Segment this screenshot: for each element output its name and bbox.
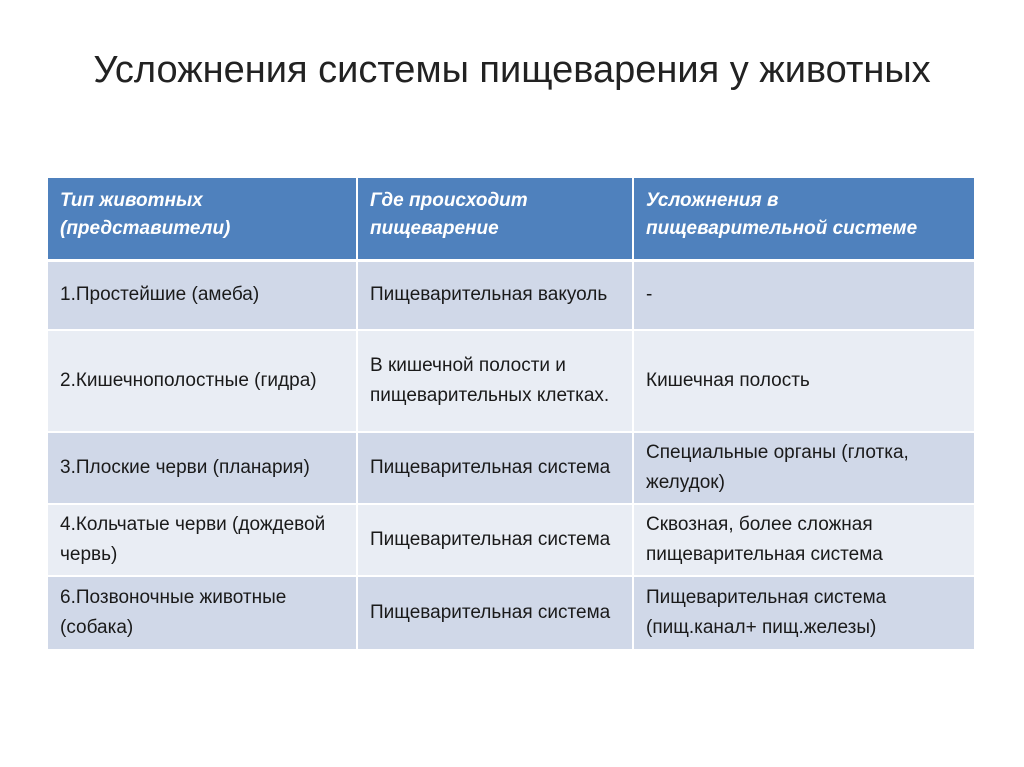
cell-complications: Специальные органы (глотка, желудок) — [633, 432, 974, 504]
table-row — [48, 504, 974, 576]
cell-digestion-place: Пищеварительная система — [357, 576, 633, 649]
header-complications: Усложнения в пищеварительной системе — [633, 178, 974, 260]
cell-complications: Сквозная, более сложная пищеварительная система — [633, 504, 974, 576]
cell-animal-type: 2.Кишечнополостные (гидра) — [48, 330, 357, 432]
cell-animal-type: 3.Плоские черви (планария) — [48, 432, 357, 504]
table-row — [48, 260, 974, 330]
cell-complications: Пищеварительная система (пищ.канал+ пищ.железы) — [633, 576, 974, 649]
table-row — [48, 330, 974, 432]
slide-title: Усложнения системы пищеварения у животных — [93, 49, 931, 91]
digestion-table — [48, 178, 974, 649]
cell-complications: Кишечная полость — [633, 330, 974, 432]
table-row — [48, 432, 974, 504]
header-animal-type: Тип животных (представители) — [48, 178, 357, 260]
cell-complications: - — [633, 260, 974, 330]
cell-animal-type: 1.Простейшие (амеба) — [48, 260, 357, 330]
cell-digestion-place: Пищеварительная вакуоль — [357, 260, 633, 330]
cell-animal-type: 6.Позвоночные животные (собака) — [48, 576, 357, 649]
header-digestion-place: Где происходит пищеварение — [357, 178, 633, 260]
table-header-row — [48, 178, 974, 260]
cell-animal-type: 4.Кольчатые черви (дождевой червь) — [48, 504, 357, 576]
table-row — [48, 576, 974, 649]
cell-digestion-place: Пищеварительная система — [357, 432, 633, 504]
cell-digestion-place: В кишечной полости и пищеварительных клетках. — [357, 330, 633, 432]
cell-digestion-place: Пищеварительная система — [357, 504, 633, 576]
